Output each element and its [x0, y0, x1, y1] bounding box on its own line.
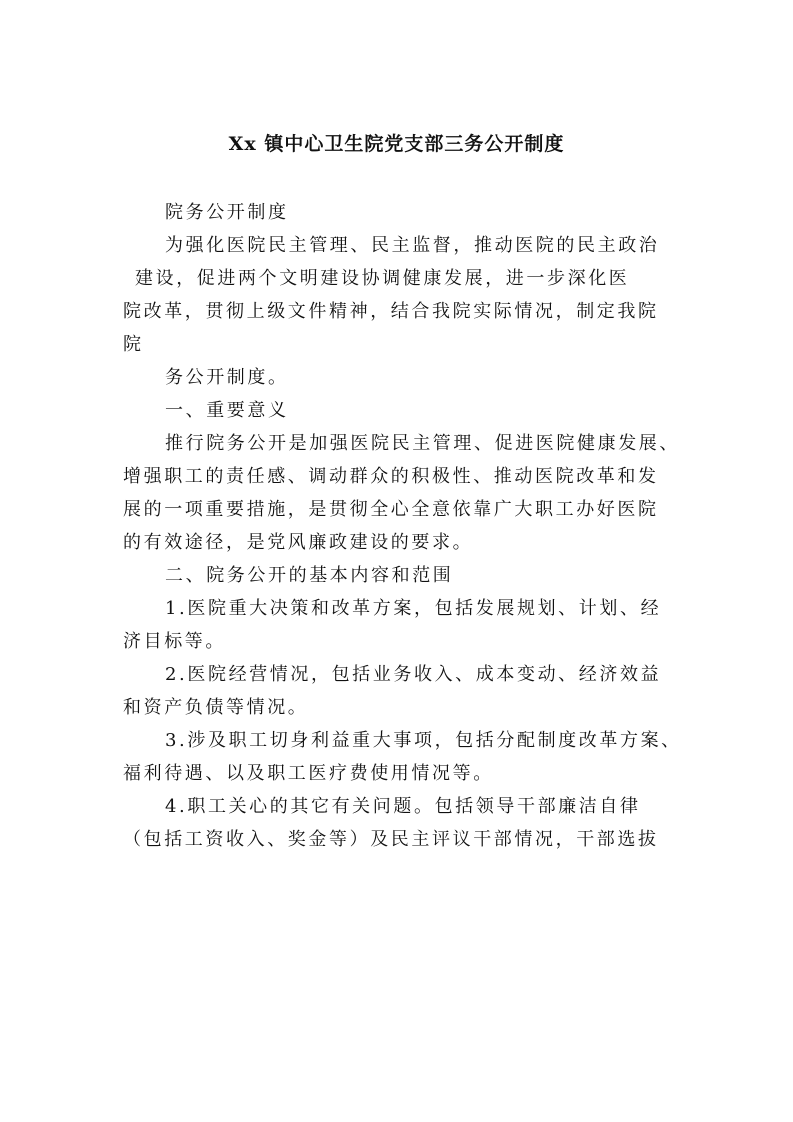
- text-line: 建设，促进两个文明建设协调健康发展，进一步深化医: [135, 268, 630, 289]
- document-title: Xx 镇中心卫生院党支部三务公开制度: [228, 133, 565, 155]
- text-line: 济目标等。: [123, 631, 226, 652]
- text-line: 的有效途径，是党风廉政建设的要求。: [123, 532, 474, 553]
- text-line: 二、院务公开的基本内容和范围: [165, 565, 454, 586]
- text-line: 为强化医院民主管理、民主监督，推动医院的民主政治: [165, 235, 660, 256]
- text-line: 2.医院经营情况，包括业务收入、成本变动、经济效益: [165, 664, 662, 685]
- text-line: 4.职工关心的其它有关问题。包括领导干部廉洁自律: [165, 796, 641, 817]
- text-line: 1.医院重大决策和改革方案，包括发展规划、计划、经: [165, 598, 662, 619]
- text-line: （包括工资收入、奖金等）及民主评议干部情况，干部选拔: [123, 829, 659, 850]
- text-line: 一、重要意义: [165, 400, 289, 421]
- text-line: 3.涉及职工切身利益重大事项，包括分配制度改革方案、: [165, 730, 682, 751]
- document-body: [123, 196, 683, 856]
- text-line: 推行院务公开是加强医院民主管理、促进医院健康发展、: [165, 433, 680, 454]
- text-line: 院改革，贯彻上级文件精神，结合我院实际情况，制定我院: [123, 301, 659, 322]
- text-line: 和资产负债等情况。: [123, 697, 309, 718]
- text-line: 增强职工的责任感、调动群众的积极性、推动医院改革和发: [123, 466, 659, 487]
- text-line: 务公开制度。: [165, 367, 289, 388]
- text-line: 展的一项重要措施，是贯彻全心全意依靠广大职工办好医院: [123, 499, 659, 520]
- text-line: 院: [123, 334, 144, 355]
- text-line: 院务公开制度: [165, 202, 289, 223]
- text-line: 福利待遇、以及职工医疗费使用情况等。: [123, 763, 494, 784]
